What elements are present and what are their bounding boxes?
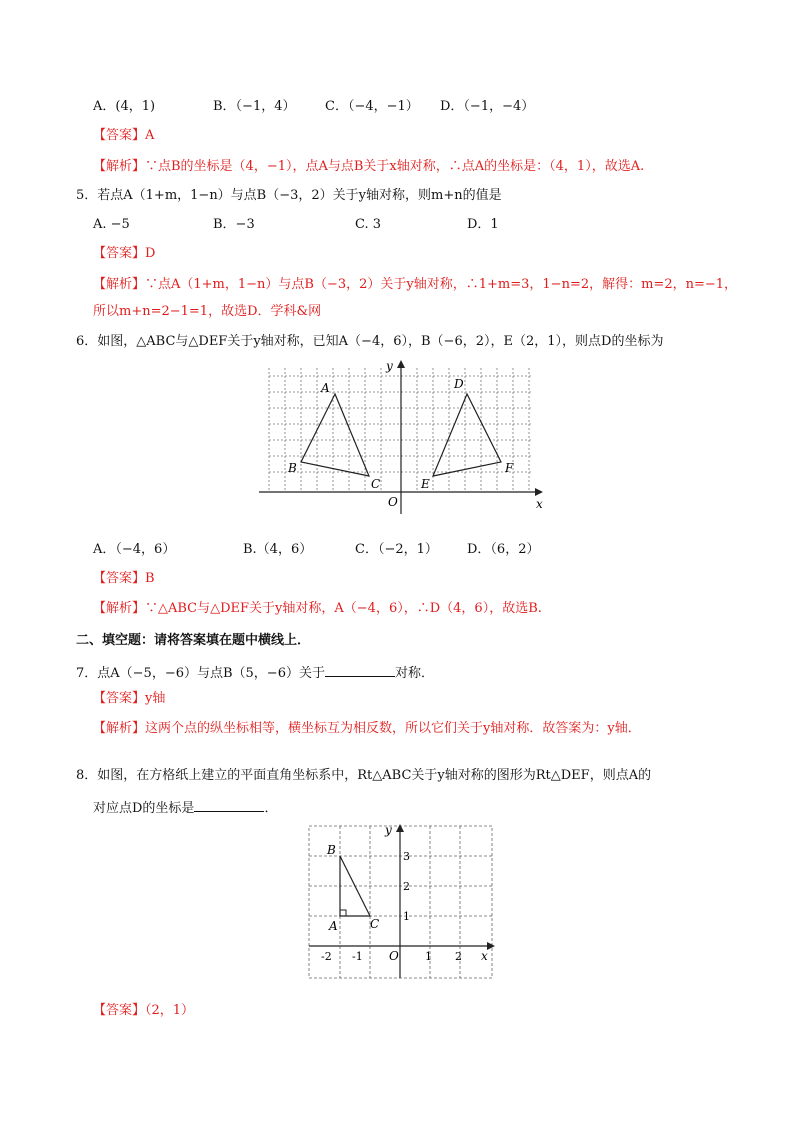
q8-label-y: y (385, 823, 392, 837)
q4-option-d: D．（−1，−4） (440, 99, 535, 114)
q4-analysis: 【解析】∵点B的坐标是（4，−1），点A与点B关于x轴对称，∴点A的坐标是：（4，1），故选A. (93, 159, 645, 174)
right-angle-mark (340, 910, 346, 916)
q8-stem-line1: 8．如图，在方格纸上建立的平面直角坐标系中，Rt△ABC关于y轴对称的图形为Rt△DEF，则点A的 (76, 768, 652, 783)
q6-y-axis-arrow (397, 360, 405, 368)
q8-tick-y-2: 2 (403, 880, 410, 893)
q5-answer: 【答案】D (93, 246, 156, 261)
q5-analysis-line1: 【解析】∵点A（1+m，1−n）与点B（−3，2）关于y轴对称，∴1+m=3，1−n=2，解得：m=2，n=−1， (93, 277, 738, 292)
q4-option-c: C．（−4，−1） (325, 99, 419, 114)
q7-stem-after: 对称． (394, 666, 434, 681)
q6-stem: 6．如图，△ABC与△DEF关于y轴对称，已知A（−4，6），B（−6，2），E（2，1），则点D的坐标为 (76, 334, 664, 349)
q6-label-o: O (388, 495, 398, 509)
q6-x-axis-arrow (535, 488, 543, 496)
q8-label-a: A (329, 919, 338, 933)
section-heading-fill-in: 二、填空题：请将答案填在题中横线上． (76, 633, 311, 648)
q8-answer: 【答案】（2，1） (93, 1003, 195, 1018)
q6-answer: 【答案】B (93, 571, 155, 586)
q7-stem (76, 662, 434, 683)
q5-option-b: B．−3 (213, 217, 255, 232)
q8-label-o: O (389, 949, 399, 963)
q8-label-c: C (370, 917, 380, 931)
triangle-def (433, 394, 501, 476)
q8-tick-x-1: 1 (425, 950, 432, 963)
q8-tick-x-neg1: -1 (352, 950, 363, 963)
q6-coordinate-figure (255, 354, 550, 520)
q5-option-c: C. 3 (355, 217, 382, 232)
q6-label-y: y (386, 359, 393, 373)
q8-answer-blank[interactable] (194, 797, 264, 812)
q8-stem-line2 (93, 797, 277, 818)
q6-option-d: D．（6，2） (467, 542, 540, 557)
q6-label-a: A (321, 381, 330, 395)
q6-label-b: B (288, 461, 297, 475)
q4-option-b: B．（−1，4） (213, 99, 296, 114)
q4-answer: 【答案】A (93, 128, 155, 143)
q6-option-a: A．（−4，6） (93, 542, 176, 557)
q8-label-x: x (481, 949, 488, 963)
q4-option-a: A．(4，1) (93, 99, 156, 114)
q8-tick-y-1: 1 (403, 910, 410, 923)
q8-x-axis-arrow (487, 942, 495, 950)
q5-option-d: D．1 (467, 217, 499, 232)
q8-y-axis-arrow (396, 824, 404, 832)
q7-stem-before: 7．点A（−5，−6）与点B（5，−6）关于 (76, 666, 325, 681)
q6-label-f: F (505, 461, 514, 475)
q5-stem: 5．若点A（1+m，1−n）与点B（−3，2）关于y轴对称，则m+n的值是 (76, 188, 502, 203)
q8-tick-x-2: 2 (455, 950, 462, 963)
q8-tick-y-3: 3 (403, 850, 410, 863)
q8-label-b: B (327, 843, 336, 857)
q7-answer-blank[interactable] (325, 662, 395, 677)
q7-answer: 【答案】y轴 (93, 691, 166, 706)
q8-stem-after: ． (264, 801, 278, 816)
q6-option-b: B.（4，6） (243, 542, 313, 557)
triangle-abc (301, 394, 369, 476)
q5-option-a: A. −5 (93, 217, 130, 232)
q6-label-x: x (536, 497, 543, 511)
q6-label-d: D (454, 377, 464, 391)
q5-analysis-line2: 所以m+n=2−1=1，故选D．学科&网 (93, 304, 322, 319)
q8-stem-before: 对应点D的坐标是 (93, 801, 195, 816)
q6-label-e: E (421, 477, 430, 491)
q8-coordinate-figure (305, 822, 497, 982)
q6-option-c: C．（−2，1） (355, 542, 438, 557)
q6-analysis: 【解析】∵△ABC与△DEF关于y轴对称，A（−4，6），∴D（4，6），故选B. (93, 601, 542, 616)
q8-tick-x-neg2: -2 (321, 950, 332, 963)
q7-analysis: 【解析】这两个点的纵坐标相等，横坐标互为相反数，所以它们关于y轴对称．故答案为：y轴． (93, 721, 641, 736)
q6-label-c: C (371, 477, 381, 491)
